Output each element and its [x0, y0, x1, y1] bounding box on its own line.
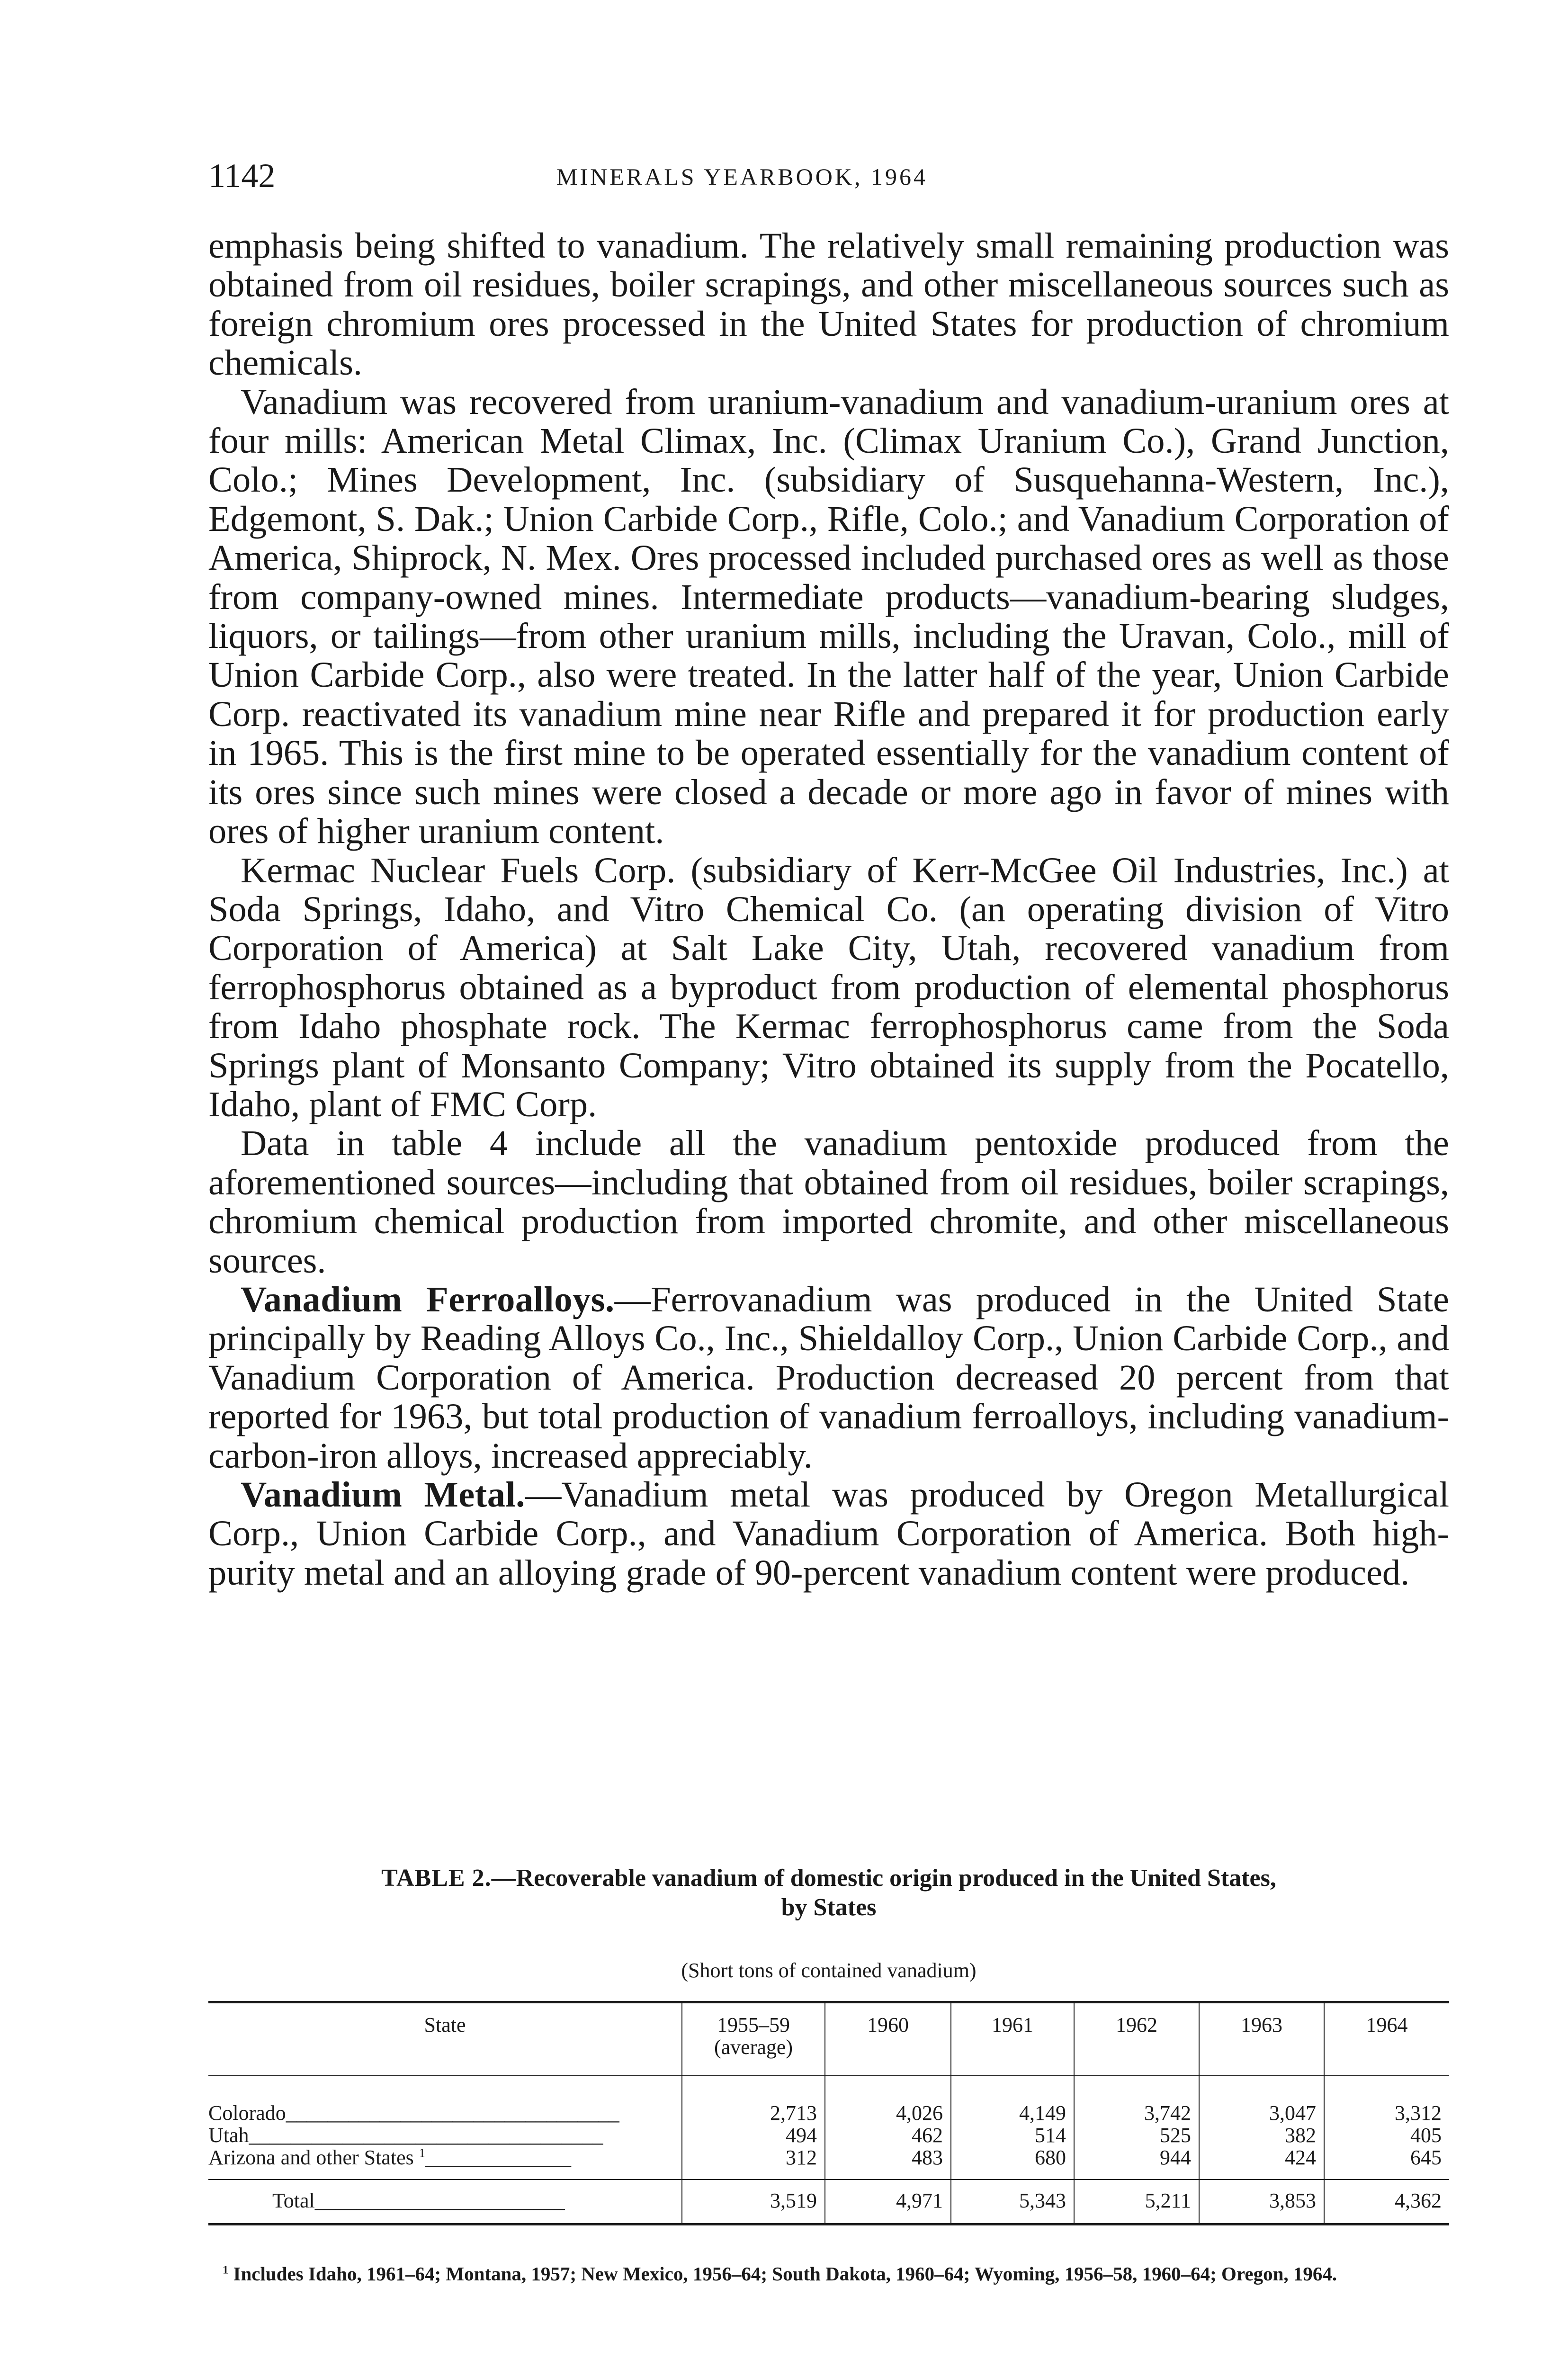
- footnote-number: 1: [223, 2263, 229, 2277]
- row-label: [208, 2076, 682, 2124]
- column-header: 1962: [1074, 2002, 1199, 2076]
- table-unit-note: (Short tons of contained vanadium): [681, 1959, 977, 1982]
- column-header: 1963: [1199, 2002, 1324, 2076]
- row-label-leader: ______________: [425, 2146, 571, 2169]
- table-title: —Recoverable vanadium of domestic origin produced in the United States,: [491, 1865, 1276, 1892]
- table-header-row: [208, 2002, 1449, 2076]
- table-cell: 514: [951, 2124, 1074, 2146]
- total-label: [208, 2180, 682, 2224]
- paragraph-ferroalloys: [208, 1280, 1449, 1475]
- row-label-text: Arizona and other States: [208, 2146, 414, 2169]
- row-label-text: Colorado: [208, 2101, 286, 2124]
- table-caption-line1: [208, 1864, 1449, 1893]
- total-cell: 4,971: [825, 2180, 951, 2224]
- table-title-line2: by States: [781, 1894, 877, 1921]
- table-cell: 424: [1199, 2146, 1324, 2180]
- table-cell: 4,026: [825, 2076, 951, 2124]
- page-number: 1142: [208, 157, 276, 195]
- total-cell: 4,362: [1324, 2180, 1449, 2224]
- row-label: [208, 2124, 682, 2146]
- footnote: [208, 2262, 1449, 2286]
- table-cell: 483: [825, 2146, 951, 2180]
- total-cell: 3,519: [682, 2180, 825, 2224]
- ferroalloys-text: —Ferrovanadium was produced in the United State principally by Reading Alloys Co., Inc., Shieldalloy Corp., Union Carbide Corp., and Vanadium Corporation of America. Production decreased 20 percent from that reported for 1963, but total production of vanadium ferroalloys, including vanadium-carbon-iron alloys, increased appreciably.: [208, 1279, 1449, 1476]
- row-label: [208, 2146, 682, 2180]
- table-cell: 3,047: [1199, 2076, 1324, 2124]
- row-label-leader: ________________________________: [286, 2101, 619, 2124]
- row-label-leader: __________________________________: [249, 2124, 603, 2146]
- paragraph-mills: Vanadium was recovered from uranium-vanadium and vanadium-uranium ores at four mills: American Metal Climax, Inc. (Climax Uranium Co.), Grand Junction, Colo.; Mines Development, Inc. (subsidiary of Susquehanna-Western, Inc.), Edgemont, S. Dak.; Union Carbide Corp., Rifle, Colo.; and Vanadium Corporation of America, Shiprock, N. Mex. Ores processed included purchased ores as well as those from company-owned mines. Intermediate products—vanadium-bearing sludges, liquors, or tailings—from other uranium mills, including the Uravan, Colo., mill of Union Carbide Corp., also were treated. In the latter half of the year, Union Carbide Corp. reactivated its vanadium mine near Rifle and prepared it for production early in 1965. This is the first mine to be operated essentially for the vanadium content of its ores since such mines were closed a decade or more ago in favor of mines with ores of higher uranium content.: [208, 381, 1449, 852]
- running-title: MINERALS YEARBOOK, 1964: [556, 163, 928, 190]
- footnote-text: Includes Idaho, 1961–64; Montana, 1957; New Mexico, 1956–64; South Dakota, 1960–64; Wyoming, 1956–58, 1960–64; Oregon, 1964.: [233, 2263, 1337, 2285]
- table-cell: 944: [1074, 2146, 1199, 2180]
- row-label-text: Utah: [208, 2124, 249, 2146]
- column-header: 1960: [825, 2002, 951, 2076]
- table-cell: 462: [825, 2124, 951, 2146]
- table-label: TABLE 2.: [381, 1865, 492, 1892]
- vanadium-table: [208, 2001, 1449, 2225]
- table-cell: 3,742: [1074, 2076, 1199, 2124]
- total-cell: 3,853: [1199, 2180, 1324, 2224]
- table-total-row: [208, 2180, 1449, 2224]
- running-head: [208, 156, 1449, 194]
- column-header: 1964: [1324, 2002, 1449, 2076]
- metal-text: —Vanadium metal was produced by Oregon Metallurgical Corp., Union Carbide Corp., and Vanadium Corporation of America. Both high-purity metal and an alloying grade of 90-percent vanadium content were produced.: [208, 1474, 1449, 1593]
- total-label-text: Total: [272, 2189, 315, 2212]
- table-cell: 645: [1324, 2146, 1449, 2180]
- table-cell: 382: [1199, 2124, 1324, 2146]
- column-header: State: [424, 2013, 466, 2036]
- paragraph-ferrophosphorus: Kermac Nuclear Fuels Corp. (subsidiary of Kerr-McGee Oil Industries, Inc.) at Soda Springs, Idaho, and Vitro Chemical Co. (an operating division of Vitro Corporation of America) at Salt Lake City, Utah, recovered vanadium from ferrophosphorus obtained as a byproduct from production of elemental phosphorus from Idaho phosphate rock. The Kermac ferrophosphorus came from the Soda Springs plant of Monsanto Company; Vitro obtained its supply from the Pocatello, Idaho, plant of FMC Corp.: [208, 850, 1449, 1124]
- table-cell: 494: [682, 2124, 825, 2146]
- metal-heading: Vanadium Metal.: [241, 1474, 525, 1515]
- paragraph-metal: [208, 1475, 1449, 1592]
- ferroalloys-heading: Vanadium Ferroalloys.: [241, 1279, 615, 1319]
- table-cell: 405: [1324, 2124, 1449, 2146]
- table-cell: 4,149: [951, 2076, 1074, 2124]
- column-header: 1961: [951, 2002, 1074, 2076]
- table-cell: 312: [682, 2146, 825, 2180]
- body-text: [208, 226, 1449, 1592]
- total-cell: 5,211: [1074, 2180, 1199, 2224]
- table-cell: 2,713: [682, 2076, 825, 2124]
- total-label-leader: ________________________: [314, 2189, 565, 2212]
- paragraph-table4-note: Data in table 4 include all the vanadium pentoxide produced from the aforementioned sources—including that obtained from oil residues, boiler scrapings, chromium chemical production from imported chromite, and other miscellaneous sources.: [208, 1123, 1449, 1281]
- column-header: 1955–59 (average): [682, 2002, 825, 2076]
- table-cell: 680: [951, 2146, 1074, 2180]
- table-row: [208, 2146, 1449, 2180]
- table-cell: 3,312: [1324, 2076, 1449, 2124]
- paragraph-continued: emphasis being shifted to vanadium. The relatively small remaining production was obtained from oil residues, boiler scrapings, and other miscellaneous sources such as foreign chromium ores processed in the United States for production of chromium chemicals.: [208, 225, 1449, 383]
- table-row: [208, 2076, 1449, 2124]
- table-caption: [208, 1864, 1449, 1922]
- table-row: [208, 2124, 1449, 2146]
- table-cell: 525: [1074, 2124, 1199, 2146]
- footnote-marker: 1: [419, 2146, 425, 2160]
- total-cell: 5,343: [951, 2180, 1074, 2224]
